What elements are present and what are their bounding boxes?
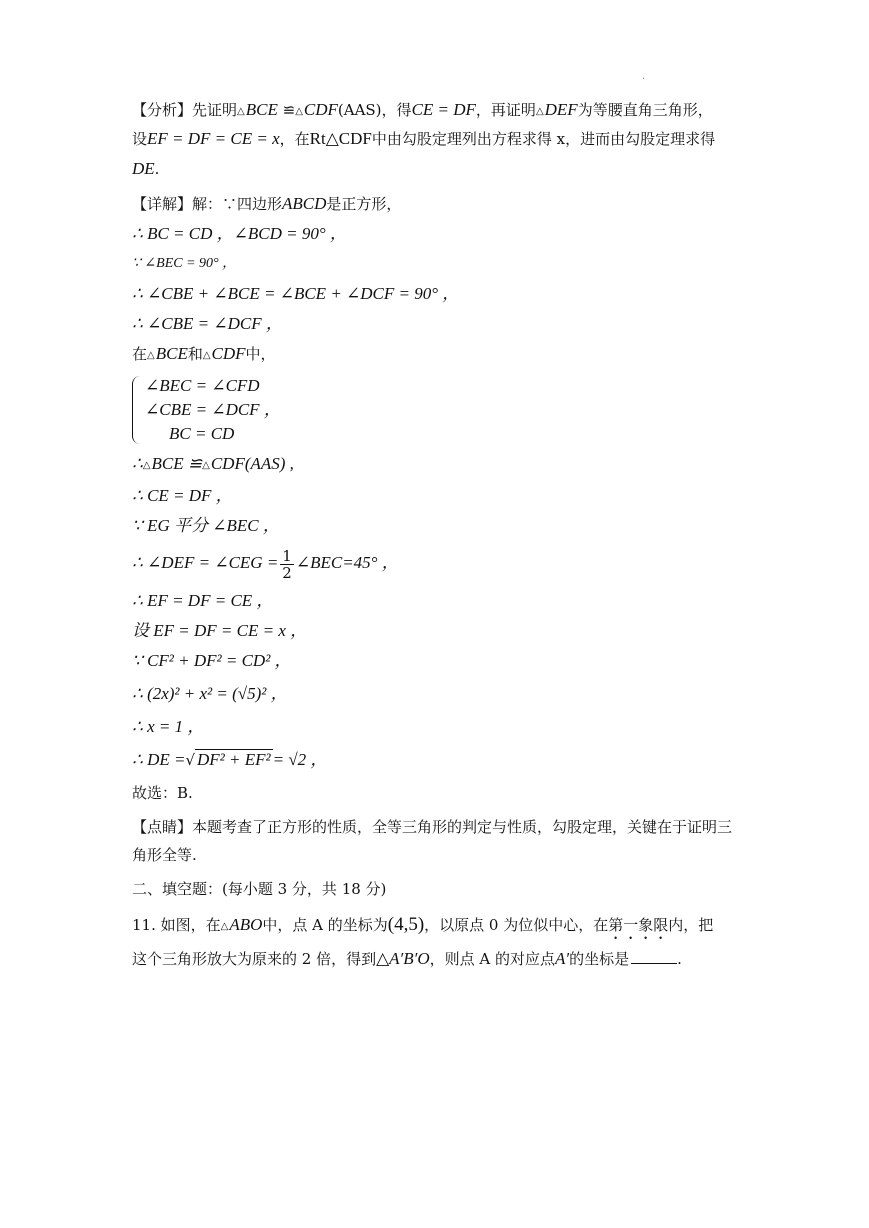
step-2: ∵ ∠BEC = 90° ，: [132, 256, 237, 271]
step-3: ∴ ∠CBE + ∠BCE = ∠BCE + ∠DCF = 90° ，: [132, 284, 460, 303]
brace-icon: [132, 376, 141, 444]
question-11: 11. 如图，在△ABO中，点 A 的坐标为(4,5)，以原点 0 为位似中心，在第一象限内，把 这个三角形放大为原来的 2 倍，得到△A′B′O，则点 A 的对应点A′的坐标是 .: [132, 913, 714, 968]
step-5: 在△BCE和△CDF中，: [132, 344, 276, 363]
step-15: ∴ DE =√ DF² + EF² = √2 ，: [132, 749, 328, 769]
equation-system: [132, 376, 744, 444]
fraction: $\frac{1}{2}$: [282, 546, 292, 582]
triangle-icon: △: [202, 350, 211, 361]
analysis-paragraph: 【分析】先证明△BCE ≌△CDF(AAS)，得CE = DF，再证明△DEF为等腰直角三角形，: [132, 100, 713, 119]
step-6: ∴△BCE ≌△CDF(AAS) ,: [132, 454, 294, 473]
system-row-1: ∠BEC = ∠CFD: [145, 376, 260, 395]
solution-content: [132, 100, 744, 985]
system-row-3: BC = CD: [169, 424, 235, 443]
sqrt-icon: √: [185, 750, 196, 769]
analysis-paragraph-2: 设EF = DF = CE = x，在Rt△CDF中由勾股定理列出方程求得 x，进而由勾股定理求得 DE.: [132, 129, 716, 178]
comment-paragraph: 【点睛】本题考查了正方形的性质，全等三角形的判定与性质，勾股定理，关键在于证明三角形全等.: [132, 817, 733, 864]
system-row-2: ∠CBE = ∠DCF ，: [145, 400, 281, 419]
triangle-icon: △: [202, 460, 210, 471]
detail-intro: 【详解】解：∵四边形ABCD是正方形，: [132, 194, 402, 213]
step-13: ∴ (2x)² + x² = (√5)² ，: [132, 683, 288, 703]
step-10: ∴ EF = DF = CE ，: [132, 590, 274, 610]
step-7: ∴ CE = DF ，: [132, 486, 233, 505]
comment-label: 【点睛】: [132, 817, 193, 836]
step-9: ∴ ∠DEF = ∠CEG = $\frac{1}{2}$ ∠BEC=45° ，: [132, 546, 399, 582]
step-4: ∴ ∠CBE = ∠DCF ，: [132, 314, 283, 333]
step-1: ∴ BC = CD ，∠BCD = 90° ，: [132, 224, 347, 243]
detail-label: 【详解】: [132, 195, 193, 213]
page-mark: ·: [642, 74, 646, 85]
triangle-icon: △: [220, 920, 229, 932]
answer-blank: [631, 963, 677, 964]
answer: 故选：B.: [132, 783, 193, 802]
analysis-label: 【分析】: [132, 101, 193, 119]
step-11: 设 EF = DF = CE = x ，: [132, 620, 308, 640]
step-8: ∵ EG 平分 ∠BEC ，: [132, 516, 280, 535]
triangle-icon: △: [147, 350, 155, 361]
step-14: ∴ x = 1 ，: [132, 716, 205, 736]
triangle-icon: △: [142, 460, 151, 471]
triangle-icon: △: [535, 106, 544, 117]
section-heading: 二、填空题：(每小题 3 分，共 18 分): [132, 879, 387, 898]
step-12: ∵ CF² + DF² = CD² ，: [132, 650, 292, 670]
triangle-icon: △: [295, 106, 303, 117]
triangle-icon: △: [237, 106, 245, 117]
